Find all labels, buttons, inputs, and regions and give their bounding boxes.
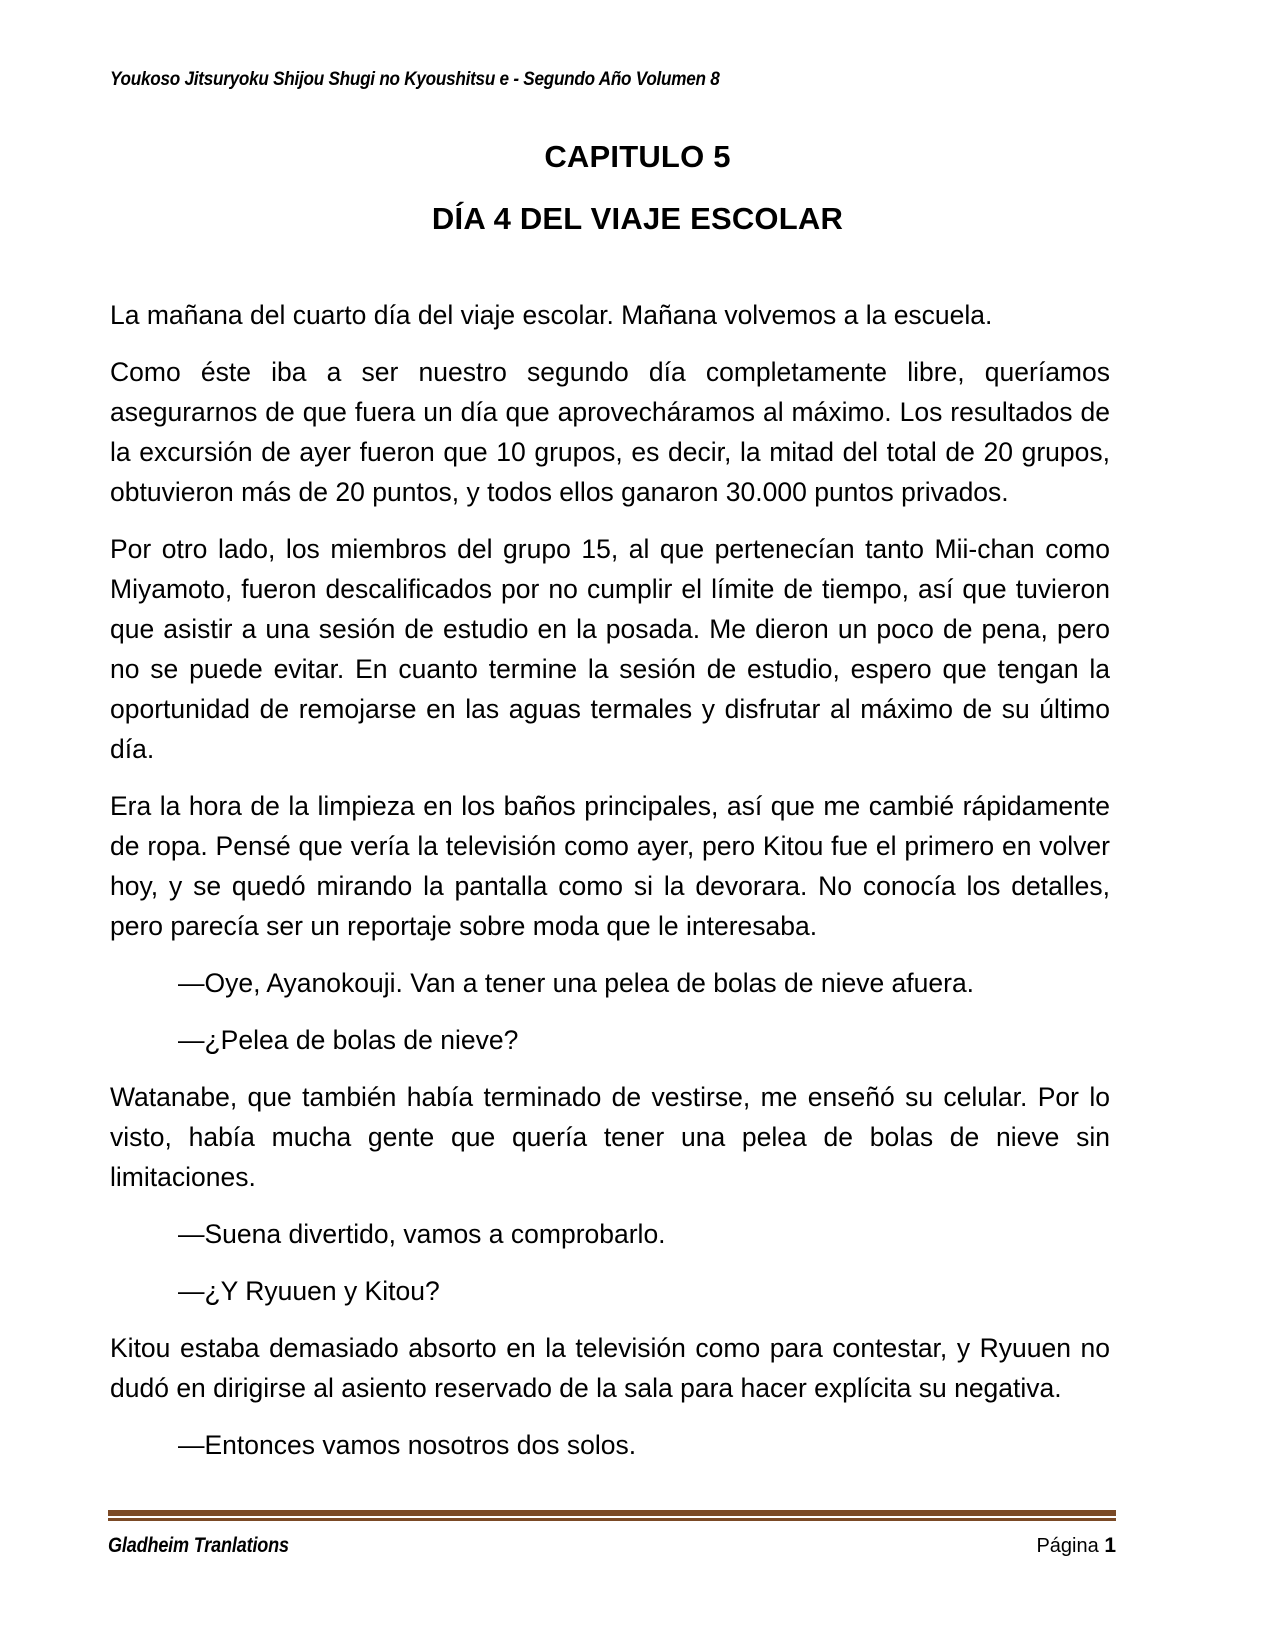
body-text: [110, 295, 1110, 1482]
dialogue-line: —Suena divertido, vamos a comprobarlo.: [178, 1219, 666, 1249]
chapter-title: DÍA 4 DEL VIAJE ESCOLAR: [431, 201, 844, 236]
dialogue-line: —Entonces vamos nosotros dos solos.: [178, 1430, 637, 1460]
body-paragraph: Como éste iba a ser nuestro segundo día completamente libre, queríamos asegurarnos de que fuera un día que aprovecháramos al máximo. Los resultados de la excursión de ayer fueron que 10 grupos, es decir, la mitad del total de 20 grupos, obtuvieron más de 20 puntos, y todos ellos ganaron 30.000 puntos privados.: [110, 357, 1110, 507]
dialogue-line: —¿Y Ryuuen y Kitou?: [178, 1276, 440, 1306]
page-number-value: 1: [1104, 1534, 1116, 1557]
footer-rule-thin: [108, 1518, 1116, 1521]
body-paragraph: Por otro lado, los miembros del grupo 15, al que pertenecían tanto Mii-chan como Miyamoto, fueron descalificados por no cumplir el límite de tiempo, así que tuvieron que asistir a una sesión de estudio en la posada. Me dieron un poco de pena, pero no se puede evitar. En cuanto termine la sesión de estudio, espero que tengan la oportunidad de remojarse en las aguas termales y disfrutar al máximo de su último día.: [110, 534, 1110, 764]
body-paragraph: Era la hora de la limpieza en los baños principales, así que me cambié rápidamente de ropa. Pensé que vería la televisión como ayer, pero Kitou fue el primero en volver hoy, y se quedó mirando la pantalla como si la devorara. No conocía los detalles, pero parecía ser un reportaje sobre moda que le interesaba.: [110, 791, 1110, 941]
body-paragraph: Watanabe, que también había terminado de vestirse, me enseñó su celular. Por lo visto, había mucha gente que quería tener una pelea de bolas de nieve sin limitaciones.: [110, 1082, 1110, 1192]
dialogue-line: —¿Pelea de bolas de nieve?: [178, 1025, 519, 1055]
running-header: Youkoso Jitsuryoku Shijou Shugi no Kyoushitsu e - Segundo Año Volumen 8: [110, 68, 720, 90]
page-number-block: [1036, 1534, 1116, 1558]
page-number-label: Página: [1036, 1535, 1099, 1557]
body-paragraph: Kitou estaba demasiado absorto en la televisión como para contestar, y Ryuuen no dudó en dirigirse al asiento reservado de la sala para hacer explícita su negativa.: [110, 1333, 1110, 1403]
chapter-label: CAPITULO 5: [544, 139, 731, 174]
footer-brand: Gladheim Tranlations: [108, 1534, 289, 1557]
page-footer: [108, 1510, 1116, 1558]
dialogue-line: —Oye, Ayanokouji. Van a tener una pelea de bolas de nieve afuera.: [178, 968, 975, 998]
title-block: [110, 134, 1165, 242]
footer-row: [108, 1534, 1116, 1558]
body-paragraph: La mañana del cuarto día del viaje escolar. Mañana volvemos a la escuela.: [110, 300, 993, 330]
